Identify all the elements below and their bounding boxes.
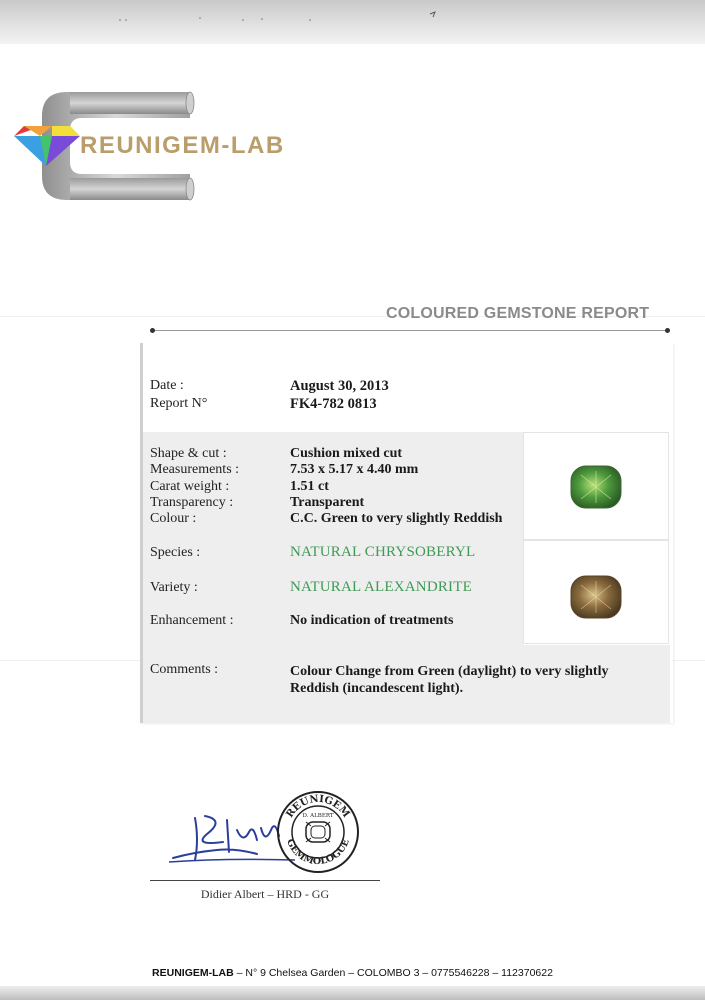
detail-label-transparency: Transparency :	[150, 495, 234, 510]
detail-label-carat: Carat weight :	[150, 479, 230, 494]
scan-specks	[0, 0, 705, 44]
footer-contact: – N° 9 Chelsea Garden – COLOMBO 3 – 0775546228 – 112370622	[233, 967, 553, 979]
detail-label-measurements: Measurements :	[150, 462, 240, 477]
detail-value-measurements: 7.53 x 5.17 x 4.40 mm	[290, 462, 419, 477]
gemstone-icon	[567, 463, 625, 511]
seal-middle-text: D. ALBERT	[302, 813, 334, 819]
date-label: Date :	[150, 378, 184, 393]
scan-top-edge	[0, 0, 705, 44]
detail-label-shape: Shape & cut :	[150, 446, 227, 461]
date-value: August 30, 2013	[290, 378, 389, 394]
detail-value-shape: Cushion mixed cut	[290, 446, 403, 461]
footer-address	[0, 967, 705, 979]
stone-photo-daylight	[523, 432, 669, 540]
signature-line	[150, 880, 380, 881]
detail-value-transparency: Transparent	[290, 495, 365, 510]
title-rule	[152, 330, 668, 331]
report-number-value: FK4-782 0813	[290, 396, 377, 412]
lab-name: REUNIGEM-LAB	[80, 132, 285, 159]
comments-line-1: Colour Change from Green (daylight) to very slightly	[290, 664, 609, 679]
species-value: NATURAL CHRYSOBERYL	[290, 544, 476, 560]
detail-value-colour: C.C. Green to very slightly Reddish	[290, 511, 503, 526]
stone-photo-incandescent	[523, 540, 669, 644]
detail-label-colour: Colour :	[150, 511, 197, 526]
variety-label: Variety :	[150, 580, 198, 595]
seal-top-text: REUNIGEM	[284, 793, 352, 820]
gemstone-icon	[567, 573, 625, 621]
footer-lab-name: REUNIGEM-LAB	[152, 967, 234, 979]
enhancement-label: Enhancement :	[150, 613, 234, 628]
seal-bottom-text: GEMMOLOGUE	[284, 837, 352, 868]
variety-value: NATURAL ALEXANDRITE	[290, 579, 472, 595]
report-number-label: Report N°	[150, 396, 208, 411]
enhancement-value: No indication of treatments	[290, 613, 454, 628]
gemmologist-seal	[276, 790, 360, 874]
scan-bottom-edge	[0, 986, 705, 1000]
comments-line-2: Reddish (incandescent light).	[290, 681, 464, 696]
detail-value-carat: 1.51 ct	[290, 479, 329, 494]
report-title: COLOURED GEMSTONE REPORT	[386, 305, 650, 322]
rule-dot	[665, 328, 670, 333]
rule-dot	[150, 328, 155, 333]
species-label: Species :	[150, 545, 201, 560]
signer-name: Didier Albert – HRD - GG	[200, 887, 330, 901]
comments-label: Comments :	[150, 662, 219, 677]
